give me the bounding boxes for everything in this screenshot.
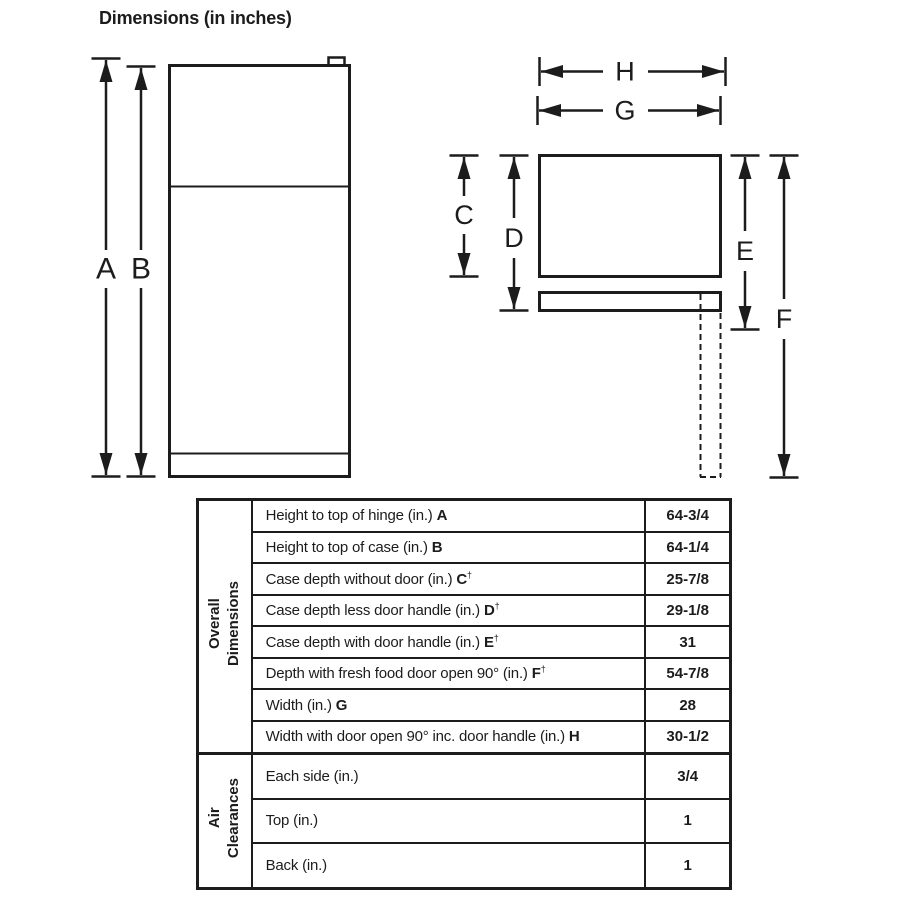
table-row bbox=[198, 563, 731, 595]
dim-label-h: H bbox=[615, 56, 635, 87]
dim-value: 25-7/8 bbox=[645, 563, 730, 595]
table-row bbox=[198, 721, 731, 753]
dim-value: 28 bbox=[645, 689, 730, 721]
door-open-dashed-outline bbox=[700, 294, 721, 477]
dimensions-table bbox=[196, 498, 732, 890]
dim-value: 1 bbox=[645, 799, 730, 843]
hinge-bump bbox=[329, 58, 345, 66]
dim-value: 30-1/2 bbox=[645, 721, 730, 753]
dim-desc: Width (in.) G bbox=[252, 689, 646, 721]
dim-desc: Top (in.) bbox=[252, 799, 646, 843]
dim-desc: Case depth with door handle (in.) E† bbox=[252, 626, 646, 658]
dim-desc: Case depth without door (in.) C† bbox=[252, 563, 646, 595]
dim-value: 3/4 bbox=[645, 753, 730, 798]
dim-label-g: G bbox=[614, 95, 636, 126]
dim-value: 1 bbox=[645, 843, 730, 888]
section-label-overall-dimensions bbox=[198, 500, 252, 754]
dim-value: 64-3/4 bbox=[645, 500, 730, 532]
dim-desc: Width with door open 90° inc. door handle (in.) H bbox=[252, 721, 646, 753]
table-row bbox=[198, 689, 731, 721]
dim-desc: Height to top of case (in.) B bbox=[252, 532, 646, 564]
table-row bbox=[198, 753, 731, 798]
dim-desc: Depth with fresh food door open 90° (in.) F† bbox=[252, 658, 646, 690]
dim-value: 54-7/8 bbox=[645, 658, 730, 690]
dim-label-e: E bbox=[735, 236, 755, 266]
dim-label-f: F bbox=[775, 304, 793, 334]
table-row bbox=[198, 500, 731, 532]
table-row bbox=[198, 799, 731, 843]
table-row bbox=[198, 658, 731, 690]
section-label-line: Dimensions bbox=[224, 581, 242, 667]
dim-label-b: B bbox=[130, 252, 152, 286]
dim-value: 31 bbox=[645, 626, 730, 658]
fridge-outline bbox=[170, 66, 350, 477]
dim-desc: Case depth less door handle (in.) D† bbox=[252, 595, 646, 627]
section-label-line: Overall bbox=[206, 598, 224, 650]
table-row bbox=[198, 626, 731, 658]
table-row bbox=[198, 532, 731, 564]
section-label-air-clearances bbox=[198, 753, 252, 888]
case-outline bbox=[540, 156, 721, 277]
table-row bbox=[198, 843, 731, 888]
dim-desc: Height to top of hinge (in.) A bbox=[252, 500, 646, 532]
dim-label-a: A bbox=[95, 252, 117, 286]
dim-desc: Back (in.) bbox=[252, 843, 646, 888]
section-label-line: Clearances bbox=[224, 778, 242, 859]
door-outline bbox=[540, 293, 721, 311]
dim-desc: Each side (in.) bbox=[252, 753, 646, 798]
section-label-line: Air bbox=[206, 807, 224, 829]
dim-label-d: D bbox=[504, 223, 524, 253]
table-row bbox=[198, 595, 731, 627]
dim-value: 29-1/8 bbox=[645, 595, 730, 627]
dim-value: 64-1/4 bbox=[645, 532, 730, 564]
dim-label-c: C bbox=[454, 200, 474, 230]
page-title: Dimensions (in inches) bbox=[99, 8, 292, 28]
